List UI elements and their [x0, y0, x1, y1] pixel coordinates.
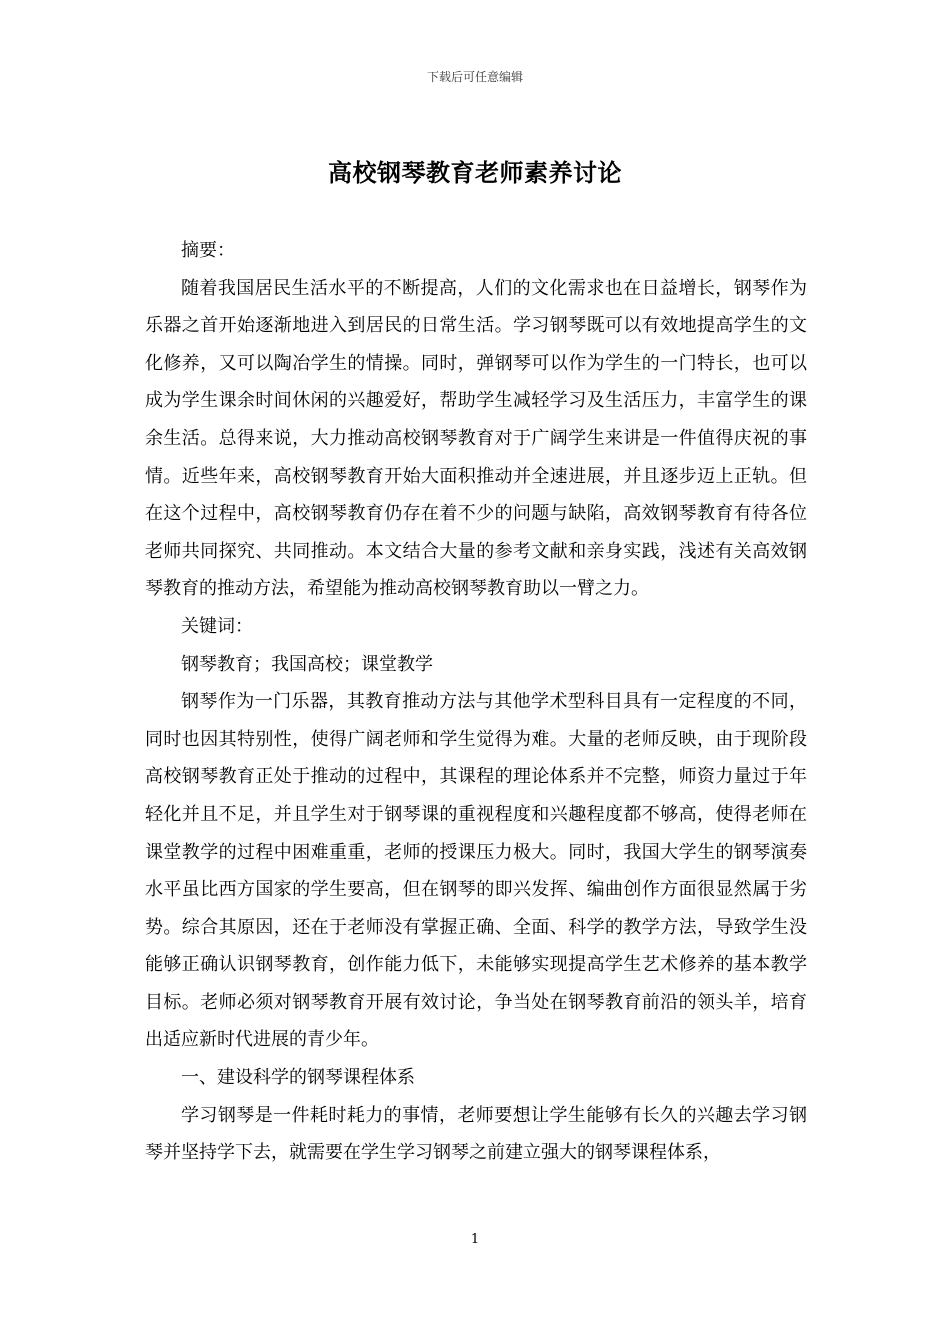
- keywords-label: 关键词：: [181, 615, 253, 637]
- section-paragraph: 学习钢琴是一件耗时耗力的事情，老师要想让学生能够有长久的兴趣去学习钢琴并坚持学下去，就需要在学生学习钢琴之前建立强大的钢琴课程体系，: [145, 1104, 807, 1164]
- section-heading: 一、建设科学的钢琴课程体系: [181, 1067, 415, 1089]
- abstract-label: 摘要：: [181, 240, 235, 261]
- page-number: 1: [470, 1232, 480, 1247]
- document-body: [145, 232, 807, 1172]
- intro-paragraph: 钢琴作为一门乐器，其教育推动方法与其他学术型科目具有一定程度的不同，同时也因其特别性，使得广阔老师和学生觉得为难。大量的老师反映，由于现阶段高校钢琴教育正处于推动的过程中，其课程的理论体系并不完整，师资力量过于年轻化并且不足，并且学生对于钢琴课的重视程度和兴趣程度都不够高，使得老师在课堂教学的过程中困难重重，老师的授课压力极大。同时，我国大学生的钢琴演奏水平虽比西方国家的学生要高，但在钢琴的即兴发挥、编曲创作方面很显然属于劣势。综合其原因，还在于老师没有掌握正确、全面、科学的教学方法，导致学生没能够正确认识钢琴教育，创作能力低下，未能够实现提高学生艺术修养的基本教学目标。老师必须对钢琴教育开展有效讨论，争当处在钢琴教育前沿的领头羊，培育出适应新时代进展的青少年。: [145, 691, 807, 1051]
- keywords-list: 钢琴教育；我国高校；课堂教学: [181, 653, 433, 675]
- page-header: 下载后可任意编辑: [426, 70, 523, 84]
- document-title: 高校钢琴教育老师素养讨论: [328, 159, 622, 187]
- abstract-paragraph: 随着我国居民生活水平的不断提高，人们的文化需求也在日益增长，钢琴作为乐器之首开始逐渐地进入到居民的日常生活。学习钢琴既可以有效地提高学生的文化修养，又可以陶冶学生的情操。同时，弹钢琴可以作为学生的一门特长，也可以成为学生课余时间休闲的兴趣爱好，帮助学生减轻学习及生活压力，丰富学生的课余生活。总得来说，大力推动高校钢琴教育对于广阔学生来讲是一件值得庆祝的事情。近些年来，高校钢琴教育开始大面积推动并全速进展，并且逐步迈上正轨。但在这个过程中，高校钢琴教育仍存在着不少的问题与缺陷，高效钢琴教育有待各位老师共同探究、共同推动。本文结合大量的参考文献和亲身实践，浅述有关高效钢琴教育的推动方法，希望能为推动高校钢琴教育助以一臂之力。: [145, 277, 807, 600]
